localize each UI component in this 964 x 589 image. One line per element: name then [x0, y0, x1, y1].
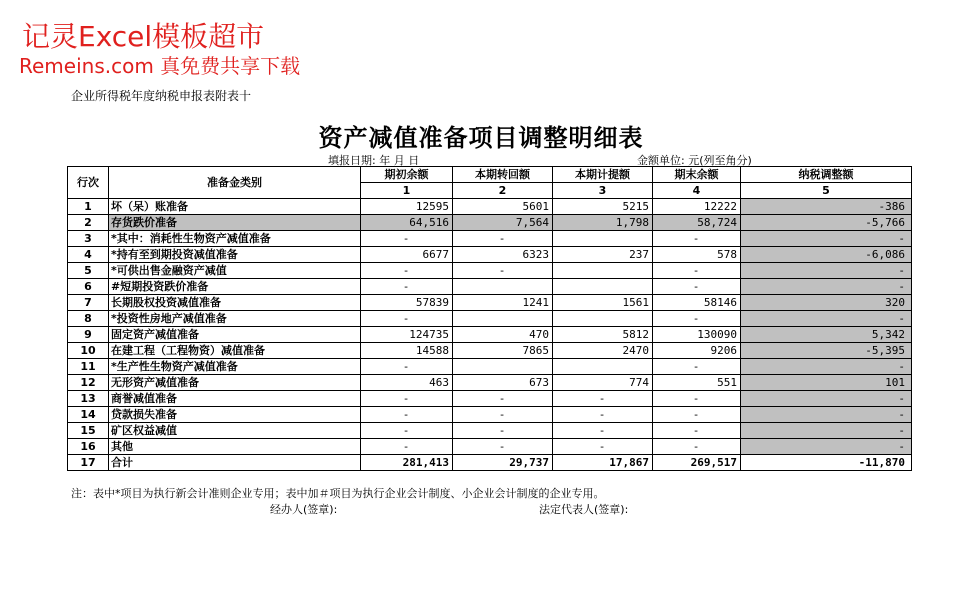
table-row	[68, 343, 912, 359]
category-name: *生产性生物资产减值准备	[109, 359, 361, 375]
amount-cell: 57839	[361, 295, 453, 311]
tax-adjustment-cell: -	[741, 279, 912, 295]
table-row	[68, 263, 912, 279]
amount-cell: 1561	[553, 295, 653, 311]
appendix-label: 企业所得税年度纳税申报表附表十	[71, 89, 252, 103]
tax-adjustment-cell: -	[741, 407, 912, 423]
category-name: 其他	[109, 439, 361, 455]
amount-cell	[553, 311, 653, 327]
category-name: #短期投资跌价准备	[109, 279, 361, 295]
row-number: 12	[68, 375, 109, 391]
amount-cell: 1,798	[553, 215, 653, 231]
row-number: 5	[68, 263, 109, 279]
category-name: *可供出售金融资产减值	[109, 263, 361, 279]
amount-cell: 58,724	[653, 215, 741, 231]
header-provision: 本期计提额	[553, 167, 653, 183]
amount-cell: -	[361, 279, 453, 295]
amount-cell: -	[653, 279, 741, 295]
header-col-number: 1	[361, 183, 453, 199]
row-number: 14	[68, 407, 109, 423]
amount-cell: -	[653, 423, 741, 439]
row-number: 8	[68, 311, 109, 327]
footnote: 注：表中*项目为执行新会计准则企业专用；表中加＃项目为执行企业会计制度、小企业会计制度的企业专用。	[71, 487, 605, 500]
amount-cell: 2470	[553, 343, 653, 359]
header-col-number: 4	[653, 183, 741, 199]
amount-cell	[553, 279, 653, 295]
amount-cell: -	[361, 423, 453, 439]
table-row	[68, 295, 912, 311]
amount-cell: 5812	[553, 327, 653, 343]
amount-cell: 551	[653, 375, 741, 391]
operator-signature-label: 经办人(签章):	[270, 503, 338, 516]
row-number: 10	[68, 343, 109, 359]
table-row	[68, 247, 912, 263]
amount-cell: 470	[453, 327, 553, 343]
amount-cell: 7865	[453, 343, 553, 359]
tax-adjustment-cell: -11,870	[741, 455, 912, 471]
amount-cell: -	[553, 407, 653, 423]
amount-cell	[453, 359, 553, 375]
table-row	[68, 391, 912, 407]
amount-cell	[453, 311, 553, 327]
table-row	[68, 359, 912, 375]
row-number: 6	[68, 279, 109, 295]
amount-cell: -	[453, 391, 553, 407]
amount-cell: -	[453, 407, 553, 423]
amount-cell: -	[553, 391, 653, 407]
amount-cell: -	[361, 263, 453, 279]
amount-cell: 578	[653, 247, 741, 263]
amount-cell: -	[553, 423, 653, 439]
table-row	[68, 279, 912, 295]
category-name: 贷款损失准备	[109, 407, 361, 423]
amount-cell: 17,867	[553, 455, 653, 471]
table-row	[68, 231, 912, 247]
header-col-number: 5	[741, 183, 912, 199]
category-name: 存货跌价准备	[109, 215, 361, 231]
table-row	[68, 311, 912, 327]
amount-cell: 124735	[361, 327, 453, 343]
category-name: 商誉减值准备	[109, 391, 361, 407]
amount-cell: 64,516	[361, 215, 453, 231]
category-name: 坏（呆）账准备	[109, 199, 361, 215]
amount-cell: -	[653, 263, 741, 279]
row-number: 17	[68, 455, 109, 471]
header-reversal: 本期转回额	[453, 167, 553, 183]
table-row	[68, 455, 912, 471]
amount-cell: -	[361, 407, 453, 423]
fill-date-label: 填报日期: 年 月 日	[328, 154, 420, 167]
category-name: 无形资产减值准备	[109, 375, 361, 391]
amount-cell: 1241	[453, 295, 553, 311]
amount-cell: -	[553, 439, 653, 455]
category-name: 合计	[109, 455, 361, 471]
table-row	[68, 439, 912, 455]
amount-cell: 237	[553, 247, 653, 263]
category-name: *持有至到期投资减值准备	[109, 247, 361, 263]
category-name: *其中：消耗性生物资产减值准备	[109, 231, 361, 247]
row-number: 9	[68, 327, 109, 343]
row-number: 2	[68, 215, 109, 231]
amount-cell: -	[361, 231, 453, 247]
table-row	[68, 199, 912, 215]
category-name: 在建工程（工程物资）减值准备	[109, 343, 361, 359]
amount-cell: -	[361, 391, 453, 407]
category-name: 长期股权投资减值准备	[109, 295, 361, 311]
tax-adjustment-cell: -5,395	[741, 343, 912, 359]
amount-cell: -	[653, 439, 741, 455]
amount-cell: 9206	[653, 343, 741, 359]
header-row-no: 行次	[68, 167, 109, 199]
header-category: 准备金类别	[109, 167, 361, 199]
amount-cell: -	[453, 423, 553, 439]
tax-adjustment-cell: -	[741, 391, 912, 407]
table-row	[68, 215, 912, 231]
amount-cell: 14588	[361, 343, 453, 359]
amount-cell	[553, 231, 653, 247]
amount-cell: -	[361, 439, 453, 455]
amount-cell: 6323	[453, 247, 553, 263]
tax-adjustment-cell: -	[741, 231, 912, 247]
amount-cell: -	[653, 407, 741, 423]
row-number: 1	[68, 199, 109, 215]
amount-cell: 5215	[553, 199, 653, 215]
category-name: 矿区权益减值	[109, 423, 361, 439]
row-number: 13	[68, 391, 109, 407]
amount-cell	[553, 263, 653, 279]
amount-cell: 673	[453, 375, 553, 391]
table-row	[68, 407, 912, 423]
amount-cell: -	[653, 231, 741, 247]
amount-cell: 5601	[453, 199, 553, 215]
amount-cell	[453, 279, 553, 295]
amount-cell: -	[453, 231, 553, 247]
tax-adjustment-cell: 101	[741, 375, 912, 391]
header-col-number: 3	[553, 183, 653, 199]
table-row	[68, 423, 912, 439]
header-tax-adjustment: 纳税调整额	[741, 167, 912, 183]
tax-adjustment-cell: -	[741, 263, 912, 279]
tax-adjustment-cell: -386	[741, 199, 912, 215]
amount-cell: 6677	[361, 247, 453, 263]
row-number: 11	[68, 359, 109, 375]
brand-subtitle: Remeins.com 真免费共享下载	[19, 54, 301, 78]
tax-adjustment-cell: -	[741, 423, 912, 439]
amount-cell: 7,564	[453, 215, 553, 231]
amount-cell: 774	[553, 375, 653, 391]
amount-cell: -	[453, 439, 553, 455]
header-col-number: 2	[453, 183, 553, 199]
row-number: 7	[68, 295, 109, 311]
tax-adjustment-cell: 5,342	[741, 327, 912, 343]
amount-cell: -	[653, 359, 741, 375]
amount-cell: 12222	[653, 199, 741, 215]
adjustment-table	[67, 166, 912, 471]
document-title: 资产减值准备项目调整明细表	[318, 123, 644, 152]
table-row	[68, 375, 912, 391]
amount-cell: 58146	[653, 295, 741, 311]
tax-adjustment-cell: -6,086	[741, 247, 912, 263]
category-name: *投资性房地产减值准备	[109, 311, 361, 327]
amount-cell: -	[361, 311, 453, 327]
tax-adjustment-cell: 320	[741, 295, 912, 311]
amount-cell: -	[361, 359, 453, 375]
amount-cell	[553, 359, 653, 375]
row-number: 3	[68, 231, 109, 247]
row-number: 15	[68, 423, 109, 439]
tax-adjustment-cell: -5,766	[741, 215, 912, 231]
category-name: 固定资产减值准备	[109, 327, 361, 343]
amount-cell: -	[653, 311, 741, 327]
amount-unit-label: 金额单位: 元(列至角分)	[637, 154, 752, 167]
amount-cell: 269,517	[653, 455, 741, 471]
header-closing-balance: 期末余额	[653, 167, 741, 183]
amount-cell: -	[453, 263, 553, 279]
row-number: 16	[68, 439, 109, 455]
tax-adjustment-cell: -	[741, 311, 912, 327]
amount-cell: 29,737	[453, 455, 553, 471]
amount-cell: 130090	[653, 327, 741, 343]
brand-title: 记灵Excel模板超市	[22, 20, 265, 53]
amount-cell: -	[653, 391, 741, 407]
header-opening-balance: 期初余额	[361, 167, 453, 183]
row-number: 4	[68, 247, 109, 263]
tax-adjustment-cell: -	[741, 439, 912, 455]
table-row	[68, 327, 912, 343]
amount-cell: 12595	[361, 199, 453, 215]
legal-representative-signature-label: 法定代表人(签章):	[539, 503, 629, 516]
amount-cell: 463	[361, 375, 453, 391]
amount-cell: 281,413	[361, 455, 453, 471]
tax-adjustment-cell: -	[741, 359, 912, 375]
